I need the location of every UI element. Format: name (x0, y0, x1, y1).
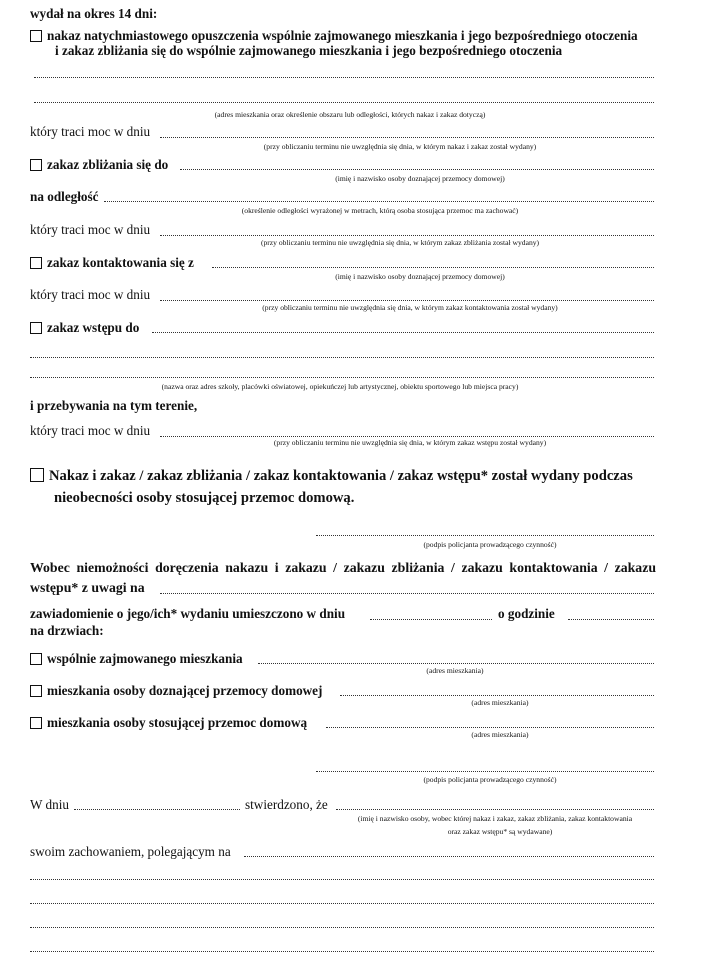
signature-field-2[interactable] (316, 770, 654, 772)
contact-ban-label: zakaz kontaktowania się z (47, 255, 194, 270)
valid-until-label-4: który traci moc w dniu (30, 423, 151, 438)
checkbox-perpetrator-flat[interactable] (30, 717, 42, 729)
address-field-1[interactable] (34, 76, 654, 78)
contact-person-caption: (imię i nazwisko osoby doznającej przemocy domowej) (335, 272, 505, 281)
approach-ban-label: zakaz zbliżania się do (47, 157, 169, 172)
door-address-field-3[interactable] (326, 726, 654, 728)
checkbox-shared-flat[interactable] (30, 653, 42, 665)
entry-ban-row (30, 320, 139, 336)
absence-row (30, 466, 656, 486)
signature-caption-1: (podpis policjanta prowadzącego czynność) (423, 540, 557, 549)
valid-until-field-3[interactable] (160, 299, 654, 301)
order-leave-label-2: i zakaz zbliżania się do wspólnie zajmowanego mieszkania i jego bezpośredniego otoczenia (55, 43, 563, 58)
checkbox-contact-ban[interactable] (30, 257, 42, 269)
door-address-field-1[interactable] (258, 662, 654, 664)
door-label: na drzwiach: (30, 623, 104, 638)
finding-person-field[interactable] (336, 808, 654, 810)
contact-person-field[interactable] (212, 266, 654, 268)
absence-label-2: nieobecności osoby stosującej przemoc domową. (54, 490, 355, 506)
door-address-caption-1: (adres mieszkania) (426, 666, 484, 675)
approach-person-caption: (imię i nazwisko osoby doznającej przemocy domowej) (335, 174, 505, 183)
door-option-1-label: wspólnie zajmowanego mieszkania (47, 651, 243, 666)
signature-caption-2: (podpis policjanta prowadzącego czynność) (423, 775, 557, 784)
door-address-caption-2: (adres mieszkania) (471, 698, 529, 707)
entry-ban-label: zakaz wstępu do (47, 320, 140, 335)
notice-date-label: zawiadomienie o jego/ich* wydaniu umieszczono w dniu (30, 606, 346, 621)
valid-caption-2: (przy obliczaniu terminu nie uwzględnia się dnia, w którym zakaz zbliżania został wydany) (260, 238, 540, 247)
distance-field[interactable] (104, 200, 654, 202)
behaviour-field-4[interactable] (30, 926, 654, 928)
checkbox-entry-ban[interactable] (30, 322, 42, 334)
contact-ban-row (30, 255, 194, 271)
valid-until-label-1: który traci moc w dniu (30, 124, 151, 139)
finding-day-label: W dniu (30, 797, 69, 812)
delivery-text-1: Wobec niemożności doręczenia nakazu i zakazu / zakazu zbliżania / zakazu kontaktowania / zakazu (30, 560, 656, 575)
delivery-text-2: wstępu* z uwagi na (30, 580, 145, 595)
door-address-caption-3: (adres mieszkania) (471, 730, 529, 739)
checkbox-victim-flat[interactable] (30, 685, 42, 697)
door-option-3-label: mieszkania osoby stosującej przemoc domową (47, 715, 308, 730)
distance-label: na odległość (30, 189, 99, 204)
entry-place-field-2[interactable] (30, 356, 654, 358)
notice-time-label: o godzinie (498, 606, 555, 621)
valid-until-label-2: który traci moc w dniu (30, 222, 151, 237)
door-address-field-2[interactable] (340, 694, 654, 696)
finding-stated-label: stwierdzono, że (245, 797, 328, 812)
valid-until-field-2[interactable] (160, 234, 654, 236)
behaviour-field-2[interactable] (30, 878, 654, 880)
finding-caption-1: (imię i nazwisko osoby, wobec której nakaz i zakaz, zakaz zbliżania, zakaz kontaktowania (357, 814, 633, 823)
valid-until-label-3: który traci moc w dniu (30, 287, 151, 302)
order-leave-row (30, 28, 656, 44)
finding-caption-2: oraz zakaz wstępu* są wydawane) (447, 827, 553, 836)
behaviour-field-1[interactable] (244, 855, 654, 857)
reason-field[interactable] (160, 592, 654, 594)
entry-place-caption: (nazwa oraz adres szkoły, placówki oświatowej, opiekuńczej lub artystycznej, obiektu sportowego lub miejsca pracy) (161, 382, 519, 391)
checkbox-approach-ban[interactable] (30, 159, 42, 171)
door-option-2-row (30, 683, 322, 699)
entry-place-field-1[interactable] (152, 331, 654, 333)
notice-date-field[interactable] (370, 618, 492, 620)
signature-field-1[interactable] (316, 534, 654, 536)
door-option-3-row (30, 715, 307, 731)
notice-time-field[interactable] (568, 618, 654, 620)
entry-place-field-3[interactable] (30, 376, 654, 378)
valid-until-field-4[interactable] (160, 435, 654, 437)
address-field-2[interactable] (34, 101, 654, 103)
approach-person-field[interactable] (180, 168, 654, 170)
approach-ban-row (30, 157, 168, 173)
order-leave-label: nakaz natychmiastowego opuszczenia wspólnie zajmowanego mieszkania i jego bezpośredniego otoczenia (47, 28, 638, 43)
behaviour-field-5[interactable] (30, 950, 654, 952)
valid-caption-1: (przy obliczaniu terminu nie uwzględnia się dnia, w którym nakaz i zakaz został wydany) (263, 142, 537, 151)
stay-label: i przebywania na tym terenie, (30, 398, 198, 413)
valid-until-field-1[interactable] (160, 136, 654, 138)
section-heading: wydał na okres 14 dni: (30, 6, 158, 21)
address-caption: (adres mieszkania oraz określenie obszaru lub odległości, których nakaz i zakaz dotyczą) (214, 110, 486, 119)
behaviour-label: swoim zachowaniem, polegającym na (30, 844, 231, 859)
behaviour-field-3[interactable] (30, 902, 654, 904)
valid-caption-3: (przy obliczaniu terminu nie uwzględnia się dnia, w którym zakaz kontaktowania został wydany) (262, 303, 558, 312)
distance-caption: (określenie odległości wyrażonej w metrach, którą osoba stosująca przemoc ma zachować) (241, 206, 519, 215)
checkbox-leave-order[interactable] (30, 30, 42, 42)
absence-label: Nakaz i zakaz / zakaz zbliżania / zakaz kontaktowania / zakaz wstępu* został wydany podczas (49, 468, 633, 484)
finding-day-field[interactable] (74, 808, 240, 810)
checkbox-absence[interactable] (30, 468, 44, 482)
door-option-1-row (30, 651, 243, 667)
door-option-2-label: mieszkania osoby doznającej przemocy domowej (47, 683, 323, 698)
valid-caption-4: (przy obliczaniu terminu nie uwzględnia się dnia, w którym zakaz wstępu został wydany) (273, 438, 547, 447)
